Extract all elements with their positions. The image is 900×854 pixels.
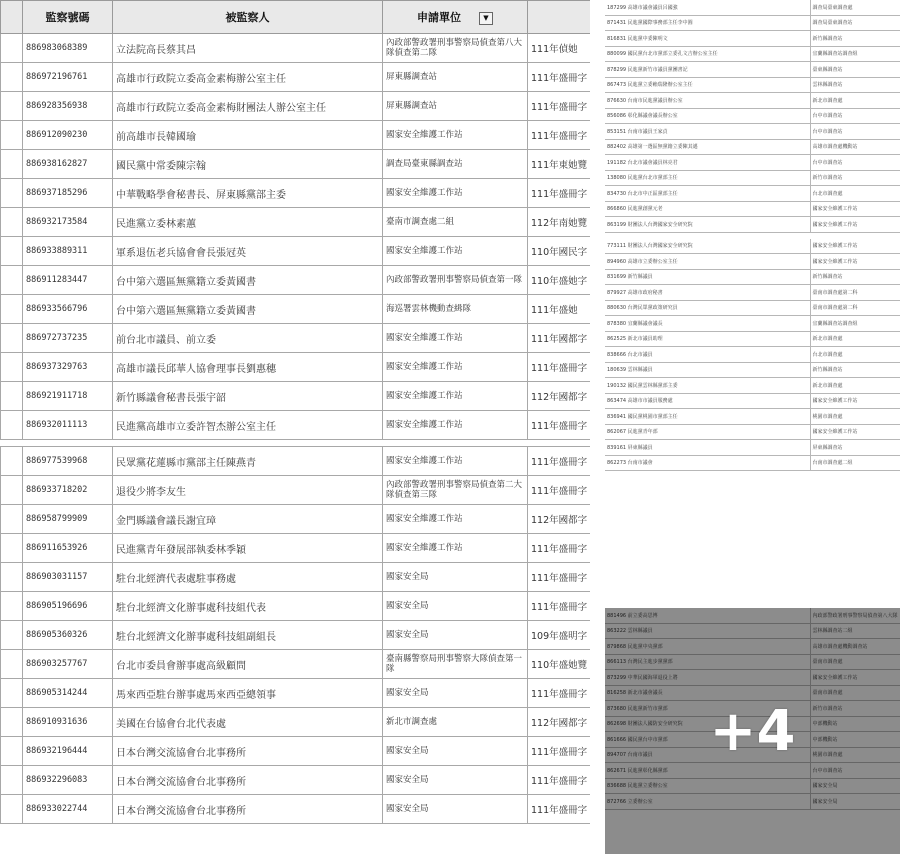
- monitor-number-cell: 886905196696: [23, 592, 113, 621]
- row-index-header: [1, 1, 23, 34]
- year-ref-cell: 111年盛冊字: [528, 179, 591, 208]
- right-top-table: [605, 0, 900, 471]
- applying-unit-cell: 國家安全局: [383, 737, 528, 766]
- applying-unit-cell: 內政部警政署刑事警察局偵查第二大隊偵查第三隊: [383, 476, 528, 505]
- row-index-cell: [1, 411, 23, 440]
- list-item: [605, 155, 900, 171]
- list-item: [605, 139, 900, 155]
- entry-cell: 894960 高雄市立委辦公室主任: [605, 254, 810, 270]
- monitor-number-cell: 886937185296: [23, 179, 113, 208]
- separator-cell: [23, 440, 113, 447]
- applying-unit-cell: 國家安全維護工作站: [383, 382, 528, 411]
- monitor-number-cell: 886932173584: [23, 208, 113, 237]
- row-index-cell: [1, 592, 23, 621]
- entry-cell: 878299 民進黨新竹市議員黨團書記: [605, 62, 810, 78]
- year-ref-cell: 111年盛冊字: [528, 92, 591, 121]
- entry-cell: 839161 屏東縣議員: [605, 440, 810, 456]
- separator-cell: [113, 440, 383, 447]
- row-index-cell: [1, 679, 23, 708]
- entry-cell: 894707 台南市議員: [605, 747, 810, 763]
- separator-cell: [528, 440, 591, 447]
- entry-cell: 138080 民進黨台北市黨部主任: [605, 170, 810, 186]
- table-row[interactable]: [1, 795, 591, 824]
- entry-cell: 853151 台南市議員王家貞: [605, 124, 810, 140]
- year-ref-cell: 111年盛冊字: [528, 476, 591, 505]
- group-separator: [1, 440, 591, 447]
- entry-cell: 862671 民進黨彰化縣黨部: [605, 763, 810, 779]
- row-index-cell: [1, 621, 23, 650]
- entry-cell: 836941 國民黨桃園市黨部主任: [605, 409, 810, 425]
- row-index-cell: [1, 237, 23, 266]
- unit-cell: 新竹縣調查站: [810, 31, 900, 47]
- monitor-number-cell: 886928356938: [23, 92, 113, 121]
- list-item: [605, 393, 900, 409]
- row-index-cell: [1, 382, 23, 411]
- monitor-number-cell: 886911283447: [23, 266, 113, 295]
- list-item: [605, 15, 900, 31]
- list-item: [605, 300, 900, 316]
- monitor-number-cell: 886911653926: [23, 534, 113, 563]
- monitor-number-cell: 886905360326: [23, 621, 113, 650]
- table-row[interactable]: [1, 505, 591, 534]
- table-row[interactable]: [1, 324, 591, 353]
- monitor-number-cell: 886933022744: [23, 795, 113, 824]
- applying-unit-cell: 國家安全局: [383, 563, 528, 592]
- applying-unit-cell: 國家安全維護工作站: [383, 324, 528, 353]
- monitored-person-cell: 高雄市行政院立委高金素梅辦公室主任: [113, 63, 383, 92]
- table-header-row: [1, 1, 591, 34]
- year-ref-cell: 111年偵她: [528, 34, 591, 63]
- applying-unit-header: [383, 1, 528, 34]
- year-ref-cell: 112年國都字: [528, 505, 591, 534]
- row-index-cell: [1, 295, 23, 324]
- row-index-cell: [1, 505, 23, 534]
- monitor-number-header: 監察號碼: [23, 1, 113, 34]
- list-item: [605, 378, 900, 394]
- year-ref-cell: 109年盛明字: [528, 621, 591, 650]
- unit-cell: 新北市調查處: [810, 331, 900, 347]
- row-index-cell: [1, 150, 23, 179]
- unit-cell: 台南市調查處二組: [810, 455, 900, 471]
- monitor-number-cell: 886905314244: [23, 679, 113, 708]
- list-item: [605, 217, 900, 233]
- table-row[interactable]: [1, 295, 591, 324]
- row-index-cell: [1, 737, 23, 766]
- table-row[interactable]: [1, 121, 591, 150]
- unit-cell: 新北市調查處: [810, 93, 900, 109]
- year-ref-cell: 110年盛她字: [528, 266, 591, 295]
- monitor-number-cell: 886937329763: [23, 353, 113, 382]
- year-ref-cell: 111年盛冊字: [528, 795, 591, 824]
- entry-cell: 836688 民進黨立委辦公室: [605, 778, 810, 794]
- unit-cell: 內政部警政署刑事警察局偵查第八大隊: [810, 608, 900, 623]
- applying-unit-cell: 內政部警政署刑事警察局偵查第一隊: [383, 266, 528, 295]
- monitored-person-cell: 駐台北經濟文化辦事處科技組副組長: [113, 621, 383, 650]
- monitor-number-cell: 886933889311: [23, 237, 113, 266]
- monitor-number-cell: 886932296083: [23, 766, 113, 795]
- monitored-person-cell: 馬來西亞駐台辦事處馬來西亞總領事: [113, 679, 383, 708]
- applying-unit-cell: 國家安全維護工作站: [383, 237, 528, 266]
- table-row[interactable]: [1, 563, 591, 592]
- entry-cell: 876630 台南市民進黨議員辦公室: [605, 93, 810, 109]
- list-item: [605, 93, 900, 109]
- table-row[interactable]: [1, 208, 591, 237]
- monitor-number-cell: 886932196444: [23, 737, 113, 766]
- list-item: [605, 269, 900, 285]
- row-index-cell: [1, 179, 23, 208]
- table-row[interactable]: [1, 237, 591, 266]
- monitor-number-cell: 886972196761: [23, 63, 113, 92]
- table-row[interactable]: [1, 766, 591, 795]
- monitor-number-cell: 886938162827: [23, 150, 113, 179]
- entry-cell: 838666 台北市議員: [605, 347, 810, 363]
- row-index-cell: [1, 795, 23, 824]
- applying-unit-cell: 國家安全維護工作站: [383, 411, 528, 440]
- year-ref-cell: 112年國都字: [528, 708, 591, 737]
- unit-cell: 新北市調查處: [810, 378, 900, 394]
- monitored-person-header: 被監察人: [113, 1, 383, 34]
- table-row[interactable]: [1, 737, 591, 766]
- entry-cell: 191182 台北市議會議員林亮君: [605, 155, 810, 171]
- table-row[interactable]: [1, 92, 591, 121]
- monitored-person-cell: 日本台灣交流協會台北事務所: [113, 795, 383, 824]
- dropdown-arrow-icon[interactable]: ▼: [479, 12, 493, 25]
- monitored-person-cell: 民進黨青年發展部執委林季穎: [113, 534, 383, 563]
- entry-cell: 878380 宜蘭縣議會議長: [605, 316, 810, 332]
- entry-cell: 187299 高雄市議會議員呂國強: [605, 0, 810, 15]
- year-ref-cell: 111年盛冊字: [528, 563, 591, 592]
- row-index-cell: [1, 208, 23, 237]
- monitored-person-cell: 駐台北經濟文化辦事處科技組代表: [113, 592, 383, 621]
- entry-cell: 863222 雲林縣議員: [605, 623, 810, 639]
- entry-cell: 862525 新北市議員助理: [605, 331, 810, 347]
- table-row[interactable]: [1, 650, 591, 679]
- table-body: [1, 34, 591, 824]
- list-item: [605, 254, 900, 270]
- right-top-body: [605, 0, 900, 471]
- entry-cell: 873680 民進黨新竹市黨部: [605, 701, 810, 717]
- monitor-number-cell: 886983068389: [23, 34, 113, 63]
- list-item: [605, 424, 900, 440]
- monitored-person-cell: 高雄市行政院立委高金素梅財團法人辦公室主任: [113, 92, 383, 121]
- year-ref-cell: 111年盛冊字: [528, 737, 591, 766]
- monitored-person-cell: 民進黨高雄市立委許智杰辦公室主任: [113, 411, 383, 440]
- monitored-person-cell: 立法院高長蔡其昌: [113, 34, 383, 63]
- applying-unit-cell: 屏東縣調查站: [383, 92, 528, 121]
- unit-cell: 桃園市調查處: [810, 747, 900, 763]
- row-index-cell: [1, 563, 23, 592]
- monitor-number-cell: 886910931636: [23, 708, 113, 737]
- applying-unit-cell: 國家安全局: [383, 621, 528, 650]
- year-ref-cell: 110年國民字: [528, 237, 591, 266]
- unit-cell: 高雄市調查處機動站: [810, 139, 900, 155]
- table-row[interactable]: [1, 534, 591, 563]
- unit-cell: 新竹縣調查站: [810, 362, 900, 378]
- applying-unit-cell: 國家安全維護工作站: [383, 353, 528, 382]
- monitored-person-cell: 新竹縣議會秘書長張宇韶: [113, 382, 383, 411]
- applying-unit-cell: 新北市調查處: [383, 708, 528, 737]
- table-row[interactable]: [1, 150, 591, 179]
- table-row[interactable]: [1, 708, 591, 737]
- monitored-person-cell: 台中第六選區無黨籍立委黃國書: [113, 295, 383, 324]
- right-top-spreadsheet-image[interactable]: [605, 0, 900, 600]
- row-index-cell: [1, 34, 23, 63]
- unit-cell: 臺東縣調查站: [810, 62, 900, 78]
- monitored-person-cell: 台北市委員會辦事處高級顧問: [113, 650, 383, 679]
- list-item: [605, 316, 900, 332]
- monitor-number-cell: 886958799909: [23, 505, 113, 534]
- applying-unit-cell: 臺南市調查處二組: [383, 208, 528, 237]
- table-row[interactable]: [1, 592, 591, 621]
- entry-cell: 882402 高雄第一選區無黨籍立委陳其邁: [605, 139, 810, 155]
- monitored-person-cell: 台中第六選區無黨籍立委黃國書: [113, 266, 383, 295]
- table-row[interactable]: [1, 179, 591, 208]
- row-index-cell: [1, 92, 23, 121]
- unit-cell: 國家安全維護工作站: [810, 424, 900, 440]
- monitored-person-cell: 日本台灣交流協會台北事務所: [113, 766, 383, 795]
- list-item: [605, 124, 900, 140]
- monitored-person-cell: 軍系退伍老兵協會會長張冠英: [113, 237, 383, 266]
- list-item: [605, 186, 900, 202]
- monitored-person-cell: 民進黨立委林素蕙: [113, 208, 383, 237]
- monitor-number-cell: 886977539968: [23, 447, 113, 476]
- entry-cell: 867473 民進黨立委賴瑞隆辦公室主任: [605, 77, 810, 93]
- entry-cell: 180639 雲林縣議員: [605, 362, 810, 378]
- year-ref-cell: 112年國都字: [528, 382, 591, 411]
- applying-unit-cell: 國家安全局: [383, 679, 528, 708]
- entry-cell: 866113 台灣民主進步黨黨部: [605, 654, 810, 670]
- entry-cell: 856086 彰化縣議會議長辦公室: [605, 108, 810, 124]
- table-row[interactable]: [1, 382, 591, 411]
- year-ref-cell: 111年盛冊字: [528, 63, 591, 92]
- list-item: [605, 77, 900, 93]
- unit-cell: 臺南市調查處第二科: [810, 285, 900, 301]
- entry-cell: 863474 高雄市市議員服務處: [605, 393, 810, 409]
- monitor-number-cell: 886903031157: [23, 563, 113, 592]
- unit-cell: 新竹市調查站: [810, 170, 900, 186]
- unit-cell: 屏東縣調查站: [810, 440, 900, 456]
- list-item: [605, 46, 900, 62]
- year-ref-cell: 111年盛冊字: [528, 411, 591, 440]
- year-ref-cell: 111年盛冊字: [528, 592, 591, 621]
- unit-cell: 宜蘭縣調查站調查組: [810, 46, 900, 62]
- unit-cell: 國家安全局: [810, 778, 900, 794]
- monitored-person-cell: 駐台北經濟代表處駐事務處: [113, 563, 383, 592]
- table-row[interactable]: [1, 476, 591, 505]
- list-item: [605, 285, 900, 301]
- monitor-number-cell: 886903257767: [23, 650, 113, 679]
- table-row[interactable]: [1, 34, 591, 63]
- monitor-number-cell: 886912090230: [23, 121, 113, 150]
- year-ref-cell: 112年南她覽: [528, 208, 591, 237]
- unit-cell: 國家安全維護工作站: [810, 254, 900, 270]
- list-item: [605, 170, 900, 186]
- entry-cell: 880099 國民黨台北市黨部立委孔文吉辦公室主任: [605, 46, 810, 62]
- entry-cell: 863199 財團法人台灣國家安全研究院: [605, 217, 810, 233]
- applying-unit-cell: 內政部警政署刑事警察局偵查第八大隊偵查第二隊: [383, 34, 528, 63]
- applying-unit-cell: 屏東縣調查站: [383, 63, 528, 92]
- list-item: [605, 201, 900, 217]
- list-item: [605, 31, 900, 47]
- table-row[interactable]: [1, 679, 591, 708]
- entry-cell: 862067 民進黨青年部: [605, 424, 810, 440]
- monitored-person-cell: 民眾黨花蓮縣市黨部主任陳燕青: [113, 447, 383, 476]
- unit-cell: 新竹市調查站: [810, 701, 900, 717]
- entry-cell: 773111 財團法人台灣國家安全研究院: [605, 239, 810, 254]
- list-item: [605, 347, 900, 363]
- entry-cell: 861666 國民黨台中市黨部: [605, 732, 810, 748]
- monitored-person-cell: 日本台灣交流協會台北事務所: [113, 737, 383, 766]
- separator-cell: [1, 440, 23, 447]
- entry-cell: 872766 立委辦公室: [605, 794, 810, 810]
- unit-cell: 雲林縣調查站二組: [810, 623, 900, 639]
- unit-cell: 台北市調查處: [810, 347, 900, 363]
- monitor-number-cell: 886972737235: [23, 324, 113, 353]
- row-index-cell: [1, 766, 23, 795]
- row-index-cell: [1, 534, 23, 563]
- list-item: [605, 440, 900, 456]
- unit-cell: 中部機動站: [810, 716, 900, 732]
- entry-cell: 190132 國民黨雲林縣黨部主委: [605, 378, 810, 394]
- table-row[interactable]: [1, 411, 591, 440]
- unit-cell: 調查局臺東調查站: [810, 15, 900, 31]
- applying-unit-cell: 國家安全維護工作站: [383, 121, 528, 150]
- row-index-cell: [1, 476, 23, 505]
- row-index-cell: [1, 266, 23, 295]
- row-index-cell: [1, 121, 23, 150]
- unit-cell: 台北市調查處: [810, 186, 900, 202]
- list-item: [605, 62, 900, 78]
- unit-cell: 台中市調查站: [810, 108, 900, 124]
- entry-cell: 881496 前立委高思博: [605, 608, 810, 623]
- year-ref-cell: 111年盛冊字: [528, 121, 591, 150]
- applying-unit-header-label: 申請單位: [417, 11, 461, 24]
- applying-unit-cell: 國家安全維護工作站: [383, 447, 528, 476]
- monitored-person-cell: 中華戰略學會秘書長、屏東縣黨部主委: [113, 179, 383, 208]
- separator-cell: [383, 440, 528, 447]
- year-ref-cell: 111年盛冊字: [528, 766, 591, 795]
- monitored-person-cell: 前台北市議員、前立委: [113, 324, 383, 353]
- entry-cell: 880630 台灣民眾黨政策研究員: [605, 300, 810, 316]
- unit-cell: 桃園市調查處: [810, 409, 900, 425]
- monitored-person-cell: 前高雄市長韓國瑜: [113, 121, 383, 150]
- list-item: [605, 362, 900, 378]
- monitor-number-cell: 886932011113: [23, 411, 113, 440]
- entry-cell: 871431 民進黨國際事務部主任李中圓: [605, 15, 810, 31]
- applying-unit-cell: 國家安全維護工作站: [383, 534, 528, 563]
- entry-cell: 862698 財團法人國防安全研究院: [605, 716, 810, 732]
- year-ref-cell: 111年盛冊字: [528, 534, 591, 563]
- entry-cell: 816831 民進黨中委陳明文: [605, 31, 810, 47]
- year-ref-cell: 111年盛她: [528, 295, 591, 324]
- monitored-person-cell: 美國在台協會台北代表處: [113, 708, 383, 737]
- unit-cell: 臺南市調查處: [810, 685, 900, 701]
- unit-cell: 臺南市調查處: [810, 654, 900, 670]
- row-index-cell: [1, 708, 23, 737]
- entry-cell: 831699 新竹縣議員: [605, 269, 810, 285]
- row-index-cell: [1, 324, 23, 353]
- list-item: [605, 0, 900, 15]
- applying-unit-cell: 臺南縣警察局刑事警察大隊偵查第一隊: [383, 650, 528, 679]
- year-ref-cell: 111年盛冊字: [528, 447, 591, 476]
- entry-cell: 879927 高雄市政府秘書: [605, 285, 810, 301]
- unit-cell: 國家安全局: [810, 794, 900, 810]
- entry-cell: 866860 民進黨創黨元老: [605, 201, 810, 217]
- unit-cell: 台中市調查站: [810, 763, 900, 779]
- applying-unit-cell: 國家安全維護工作站: [383, 179, 528, 208]
- monitor-number-cell: 886933566796: [23, 295, 113, 324]
- applying-unit-cell: 國家安全維護工作站: [383, 505, 528, 534]
- monitor-number-cell: 886921911718: [23, 382, 113, 411]
- unit-cell: 新竹縣調查站: [810, 269, 900, 285]
- row-index-cell: [1, 63, 23, 92]
- monitor-number-cell: 886933718202: [23, 476, 113, 505]
- row-index-cell: [1, 650, 23, 679]
- list-item: [605, 239, 900, 254]
- list-item: [605, 331, 900, 347]
- unit-cell: 國家安全維護工作站: [810, 239, 900, 254]
- monitored-person-cell: 國民黨中常委陳宗翰: [113, 150, 383, 179]
- entry-cell: 816258 新北市議會議長: [605, 685, 810, 701]
- year-header: [528, 1, 591, 34]
- unit-cell: 中部機動站: [810, 732, 900, 748]
- table-row[interactable]: [1, 621, 591, 650]
- entry-cell: 834730 台北市中正區黨部主任: [605, 186, 810, 202]
- year-ref-cell: 111年國都字: [528, 324, 591, 353]
- entry-cell: 862273 台南市議會: [605, 455, 810, 471]
- applying-unit-cell: 調查局臺東縣調查站: [383, 150, 528, 179]
- year-ref-cell: 111年盛冊字: [528, 353, 591, 382]
- unit-cell: 國家安全維護工作站: [810, 217, 900, 233]
- year-ref-cell: 111年盛冊字: [528, 679, 591, 708]
- table-row[interactable]: [1, 63, 591, 92]
- table-row[interactable]: [1, 353, 591, 382]
- entry-cell: 873299 中華民國海軍退役上將: [605, 670, 810, 686]
- year-ref-cell: 111年東她覽: [528, 150, 591, 179]
- entry-cell: 879868 民進黨中央黨部: [605, 639, 810, 655]
- table-row[interactable]: [1, 266, 591, 295]
- list-item: [605, 455, 900, 471]
- unit-cell: 國家安全維護工作站: [810, 201, 900, 217]
- year-ref-cell: 110年盛她覽: [528, 650, 591, 679]
- monitored-person-cell: 金門縣議會議長謝宜璋: [113, 505, 383, 534]
- unit-cell: 調查局臺東調查處: [810, 0, 900, 15]
- row-index-cell: [1, 353, 23, 382]
- unit-cell: 國家安全維護工作站: [810, 393, 900, 409]
- list-item: [605, 409, 900, 425]
- applying-unit-cell: 海巡署雲林機動查緝隊: [383, 295, 528, 324]
- unit-cell: 高雄市調查處機動調查站: [810, 639, 900, 655]
- unit-cell: 雲林縣調查站: [810, 77, 900, 93]
- table-row[interactable]: [1, 447, 591, 476]
- monitored-person-cell: 退役少將李友生: [113, 476, 383, 505]
- applying-unit-cell: 國家安全局: [383, 766, 528, 795]
- applying-unit-cell: 國家安全局: [383, 592, 528, 621]
- row-index-cell: [1, 447, 23, 476]
- more-images-overlay[interactable]: +4: [709, 698, 796, 764]
- monitored-person-cell: 高雄市議長邱華人協會理事長劉惠穗: [113, 353, 383, 382]
- unit-cell: 國家安全維護工作站: [810, 670, 900, 686]
- unit-cell: 宜蘭縣調查站調查組: [810, 316, 900, 332]
- unit-cell: 臺南市調查處第二科: [810, 300, 900, 316]
- unit-cell: 台中市調查站: [810, 155, 900, 171]
- unit-cell: 台中市調查站: [810, 124, 900, 140]
- list-item: [605, 108, 900, 124]
- applying-unit-cell: 國家安全局: [383, 795, 528, 824]
